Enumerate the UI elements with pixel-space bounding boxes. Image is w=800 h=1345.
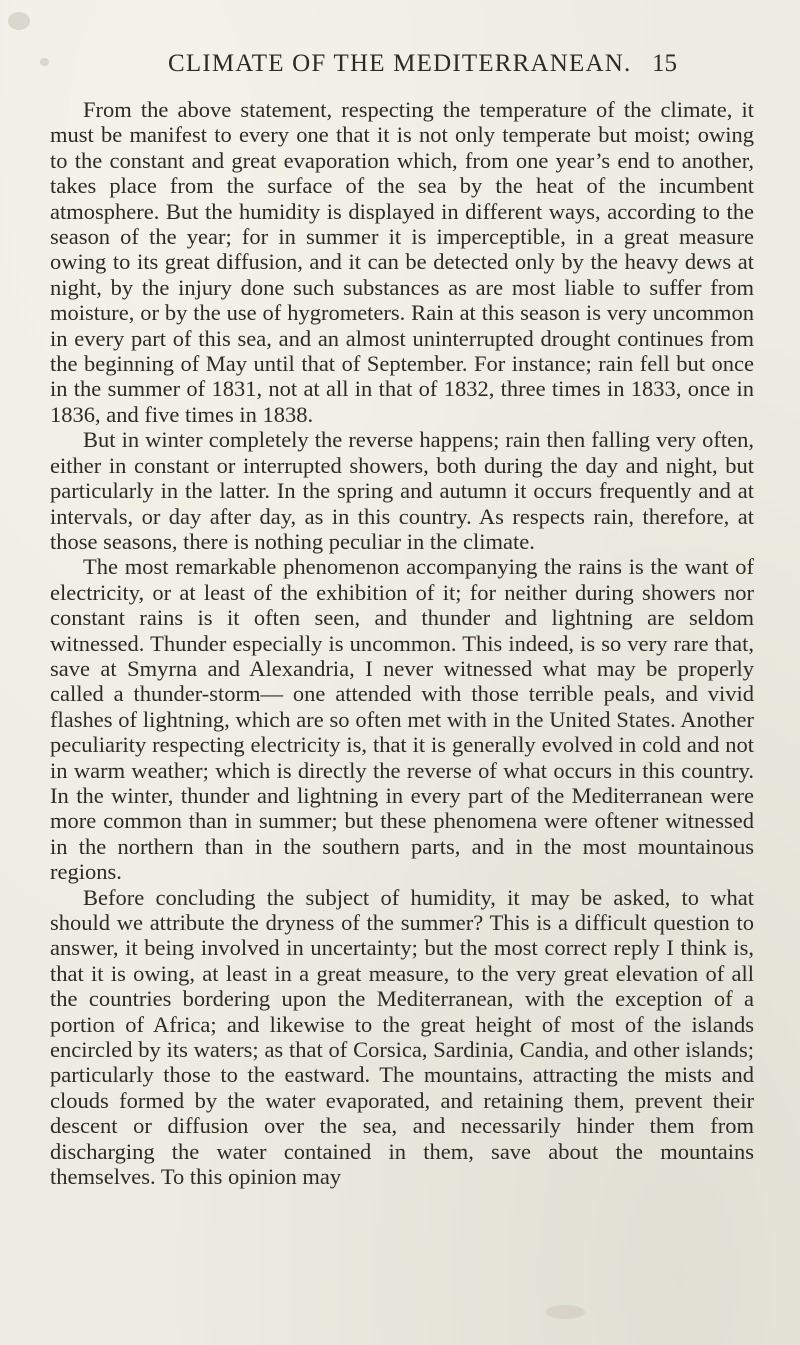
paragraph-winter-rain: But in winter completely the reverse happens; rain then falling very often, either in constant or interrupted showers, both during the day and night, but particularly in the latter. In the spring and autumn it occurs frequently and at intervals, or day after day, as in this country. As respects rain, therefore, at those seasons, there is nothing peculiar in the climate. [50,427,754,554]
paragraph-electricity: The most remarkable phenomenon accompanying the rains is the want of electricity, or at least of the exhibition of it; for neither during showers nor constant rains is it often seen, and thunder and lightning are seldom witnessed. Thunder especially is uncommon. This indeed, is so very rare that, save at Smyrna and Alexandria, I never witnessed what may be properly called a thunder-storm— one attended with those terrible peals, and vivid flashes of lightning, which are so often met with in the United States. Another peculiarity respecting electricity is, that it is generally evolved in cold and not in warm weather; which is directly the reverse of what occurs in this country. In the winter, thunder and lightning in every part of the Mediterranean were more common than in summer; but these phenomena were oftener witnessed in the northern than in the southern parts, and in the most mountainous regions. [50,554,754,885]
paper-stain [545,1305,585,1319]
body-text [50,97,754,1189]
running-title: CLIMATE OF THE MEDITERRANEAN. [168,50,632,77]
paragraph-humidity: From the above statement, respecting the temperature of the climate, it must be manifest to every one that it is not only temperate but moist; owing to the constant and great evaporation which, from one year’s end to another, takes place from the surface of the sea by the heat of the incumbent atmosphere. But the humidity is displayed in different ways, according to the season of the year; for in summer it is imperceptible, in a great measure owing to its great diffusion, and it can be detected only by the heavy dews at night, by the injury done such substances as are most liable to suffer from moisture, or by the use of hygrometers. Rain at this season is very uncommon in every part of this sea, and an almost uninterrupted drought continues from the beginning of May until that of September. For instance; rain fell but once in the summer of 1831, not at all in that of 1832, three times in 1833, once in 1836, and five times in 1838. [50,97,754,427]
paragraph-summer-dryness: Before concluding the subject of humidity, it may be asked, to what should we attribute the dryness of the summer? This is a difficult question to answer, it being involved in uncertainty; but the most correct reply I think is, that it is owing, at least in a great measure, to the very great elevation of all the countries bordering upon the Mediterranean, with the exception of a portion of Africa; and likewise to the great height of most of the islands encircled by its waters; as that of Corsica, Sardinia, Candia, and other islands; particularly those to the eastward. The mountains, attracting the mists and clouds formed by the water evaporated, and retaining them, prevent their descent or diffusion over the sea, and necessarily hinder them from discharging the water contained in them, save about the mountains themselves. To this opinion may [50,884,754,1190]
page-header [0,50,800,90]
paper-stain [8,12,30,30]
page-number: 15 [652,50,677,77]
